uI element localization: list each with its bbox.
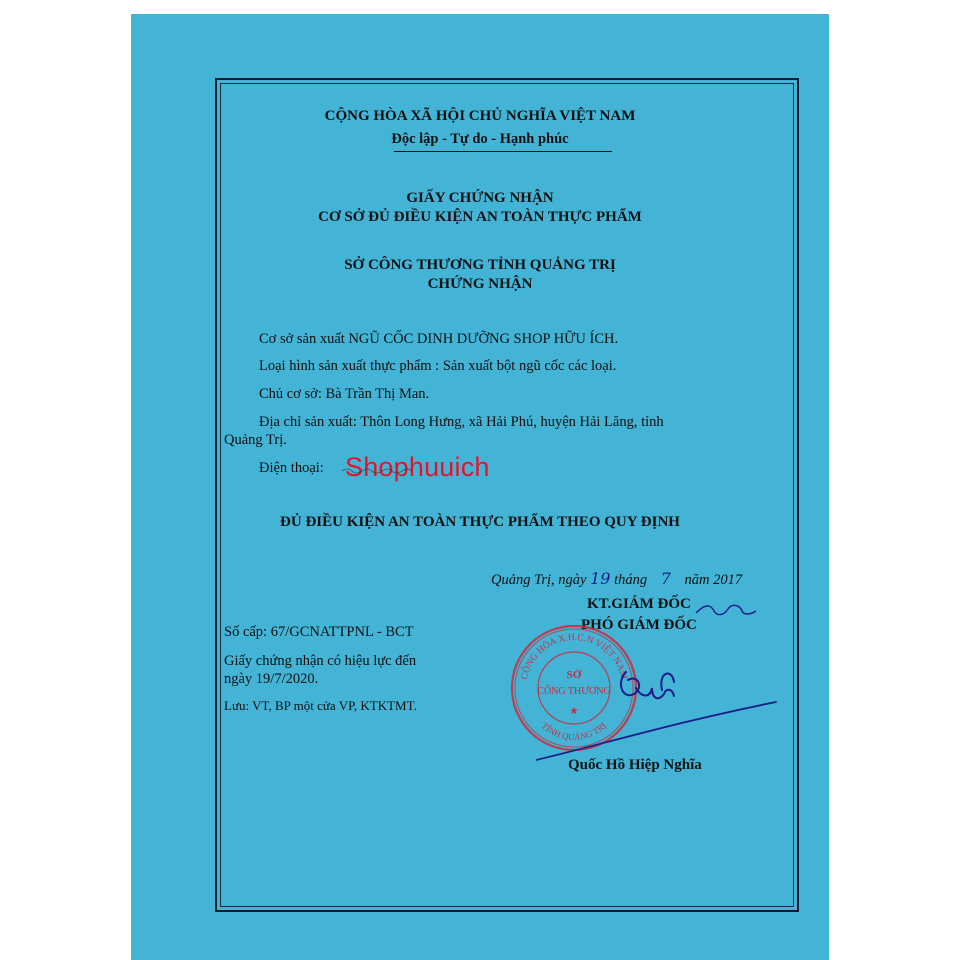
address-line-1: Địa chỉ sản xuất: Thôn Long Hưng, xã Hải Phú, huyện Hải Lăng, tỉnh — [259, 414, 664, 430]
production-type: Loại hình sản xuất thực phẩm : Sản xuất bột ngũ cốc các loại. — [259, 358, 617, 374]
date-place: Quảng Trị, ngày — [491, 572, 587, 588]
issuer-certifies: CHỨNG NHẬN — [427, 276, 533, 292]
signer-title-1: KT.GIÁM ĐỐC — [587, 596, 691, 612]
svg-text:CÔNG THƯƠNG: CÔNG THƯƠNG — [537, 686, 611, 697]
country-header: CỘNG HÒA XÃ HỘI CHỦ NGHĨA VIỆT NAM — [324, 108, 636, 124]
signer-name: Quốc Hồ Hiệp Nghĩa — [568, 757, 702, 773]
signer-title-2: PHÓ GIÁM ĐỐC — [581, 617, 697, 633]
initials-mark — [692, 597, 762, 621]
svg-text:SỞ: SỞ — [566, 669, 582, 681]
shop-watermark: Shophuuich — [345, 452, 490, 482]
validity-line-1: Giấy chứng nhận có hiệu lực đến — [224, 653, 417, 669]
date-month-label: tháng — [614, 572, 648, 588]
handwritten-signature — [536, 660, 796, 770]
motto: Độc lập - Tự do - Hạnh phúc — [391, 131, 569, 147]
certificate-number: Số cấp: 67/GCNATTPNL - BCT — [224, 624, 414, 640]
address-line-2: Quảng Trị. — [224, 432, 287, 448]
date-month: 7 — [660, 569, 671, 588]
issuer-name: SỞ CÔNG THƯƠNG TỈNH QUẢNG TRỊ — [344, 257, 616, 273]
validity-line-2: ngày 19/7/2020. — [224, 671, 319, 687]
facility-name: Cơ sở sản xuất NGŨ CỐC DINH DƯỠNG SHOP HỮU ÍCH. — [259, 331, 619, 347]
certificate-paper — [131, 14, 829, 960]
certificate-subtitle: CƠ SỞ ĐỦ ĐIỀU KIỆN AN TOÀN THỰC PHẨM — [318, 209, 642, 225]
motto-underline — [394, 151, 612, 152]
date-day: 19 — [590, 569, 611, 588]
certificate-title: GIẤY CHỨNG NHẬN — [406, 190, 554, 206]
svg-text:★: ★ — [569, 706, 579, 717]
date-year: năm 2017 — [684, 572, 743, 588]
phone-label: Điện thoại: — [259, 460, 324, 476]
svg-text:TỈNH QUẢNG TRỊ: TỈNH QUẢNG TRỊ — [539, 720, 609, 743]
archive-note: Lưu: VT, BP một cửa VP, KTKTMT. — [224, 698, 417, 713]
conclusion: ĐỦ ĐIỀU KIỆN AN TOÀN THỰC PHẨM THEO QUY ĐỊNH — [280, 514, 680, 530]
svg-text:CỘNG HÒA X.H.C.N VIỆT NAM: CỘNG HÒA X.H.C.N VIỆT NAM — [519, 632, 629, 681]
phone-number-redacted — [340, 462, 420, 472]
facility-owner: Chủ cơ sở: Bà Trần Thị Man. — [259, 386, 430, 402]
date-line — [491, 569, 742, 589]
